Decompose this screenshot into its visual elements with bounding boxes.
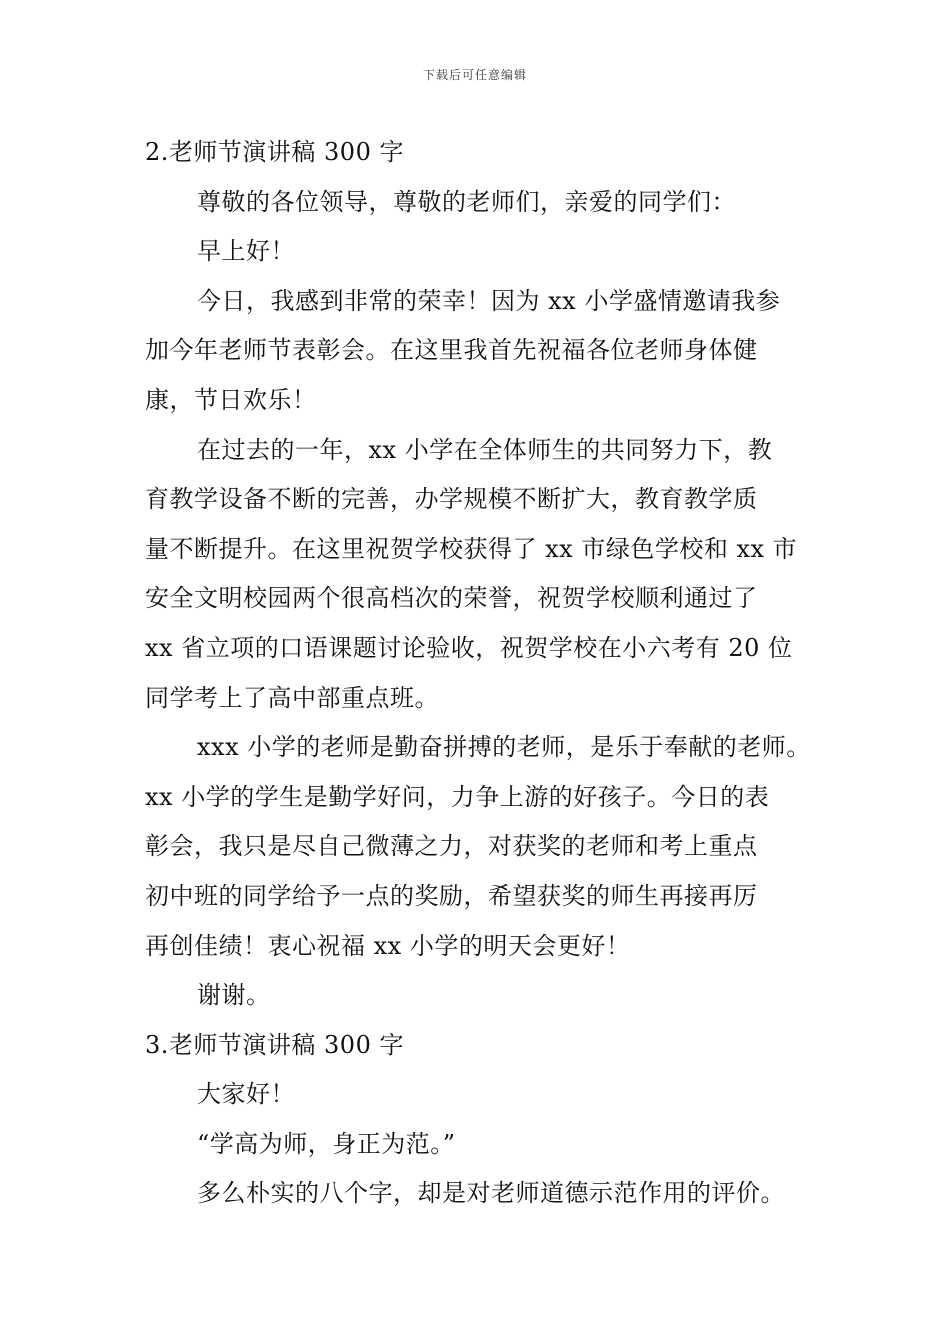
text-line: 大家好！ [197, 1080, 295, 1109]
text-line: 彰会，我只是尽自己微薄之力，对获奖的老师和考上重点 [145, 832, 758, 861]
text-line: 多么朴实的八个字，却是对老师道德示范作用的评价。 [197, 1179, 785, 1208]
text-line: xxx 小学的老师是勤奋拼搏的老师，是乐于奉献的老师。 [197, 733, 811, 762]
text-line: 加今年老师节表彰会。在这里我首先祝福各位老师身体健 [145, 336, 758, 365]
page-header: 下载后可任意编辑 [422, 68, 527, 82]
section-heading: 3.老师节演讲稿 300 字 [145, 1030, 404, 1059]
text-line: 尊敬的各位领导，尊敬的老师们，亲爱的同学们： [197, 187, 736, 216]
text-line: “学高为师，身正为范。” [197, 1129, 456, 1158]
text-line: 同学考上了高中部重点班。 [145, 683, 439, 712]
text-line: 在过去的一年，xx 小学在全体师生的共同努力下，教 [197, 435, 773, 464]
section-heading: 2.老师节演讲稿 300 字 [145, 138, 404, 166]
text-line: 育教学设备不断的完善，办学规模不断扩大，教育教学质 [145, 485, 758, 514]
text-line: xx 省立项的口语课题讨论验收，祝贺学校在小六考有 20 位 [145, 633, 793, 662]
text-line: 初中班的同学给予一点的奖励，希望获奖的师生再接再厉 [145, 881, 758, 910]
text-line: 量不断提升。在这里祝贺学校获得了 xx 市绿色学校和 xx 市 [145, 534, 798, 563]
text-line: xx 小学的学生是勤学好问，力争上游的好孩子。今日的表 [145, 782, 770, 811]
text-line: 康，节日欢乐！ [145, 385, 317, 414]
text-line: 今日，我感到非常的荣幸！因为 xx 小学盛情邀请我参 [197, 286, 781, 315]
text-line: 安全文明校园两个很高档次的荣誉，祝贺学校顺利通过了 [145, 584, 758, 613]
text-line: 再创佳绩！衷心祝福 xx 小学的明天会更好！ [145, 931, 631, 960]
text-line: 谢谢。 [197, 981, 271, 1010]
document-body [145, 128, 810, 1219]
text-line: 早上好！ [197, 237, 295, 266]
